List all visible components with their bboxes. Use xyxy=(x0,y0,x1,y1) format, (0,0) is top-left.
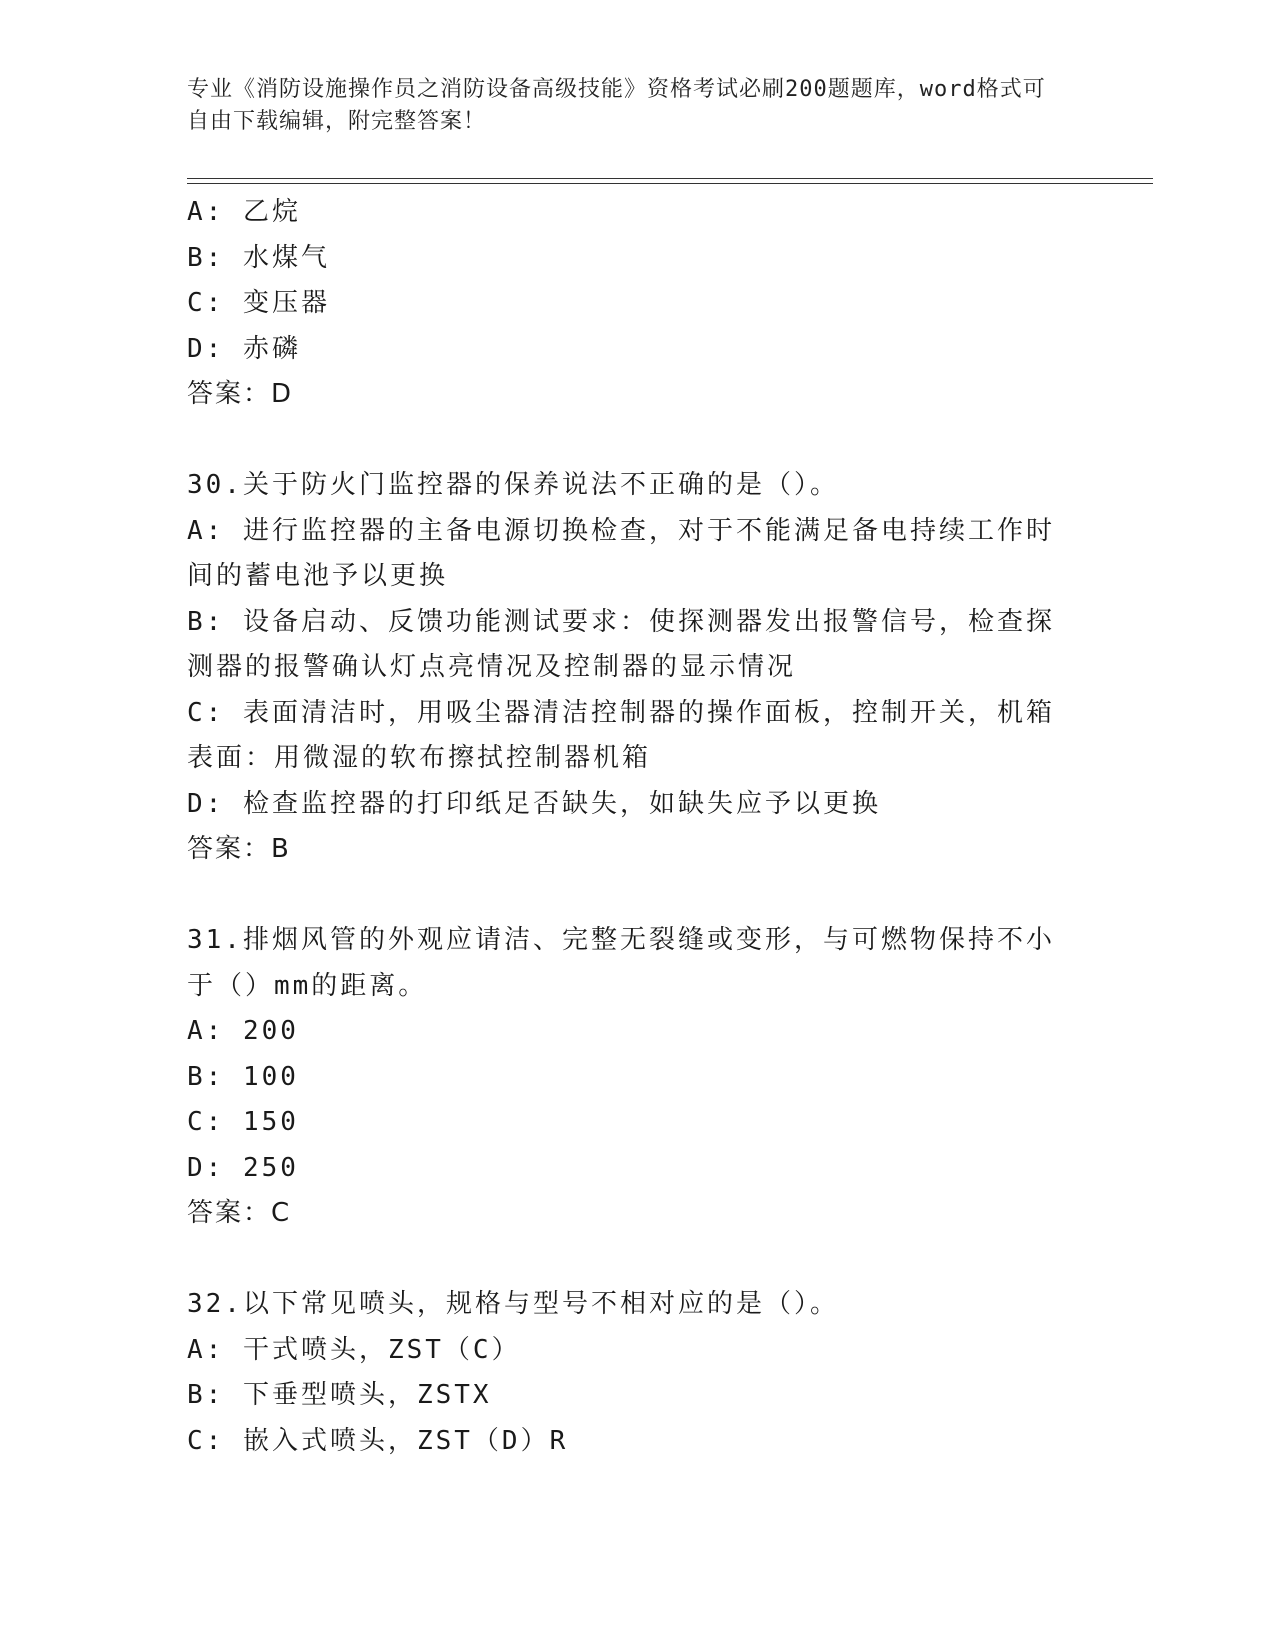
option-d: D: 赤磷 xyxy=(187,333,301,364)
spacer xyxy=(187,1237,1077,1283)
option-b: B: 设备启动、反馈功能测试要求：使探测器发出报警信号，检查探测器的报警确认灯点亮情况及控制器的显示情况 xyxy=(187,606,1055,682)
option-c: C: 150 xyxy=(187,1107,299,1137)
question-stem: 30.关于防火门监控器的保养说法不正确的是（）。 xyxy=(187,470,839,500)
question-block xyxy=(187,463,1077,873)
question-stem: 32.以下常见喷头，规格与型号不相对应的是（）。 xyxy=(187,1289,839,1319)
answer-line: 答案：D xyxy=(187,379,294,409)
option-b: B: 下垂型喷头，ZSTX xyxy=(187,1380,492,1410)
option-b: B: 100 xyxy=(187,1061,299,1092)
option-d: D: 250 xyxy=(187,1152,299,1183)
option-c: C: 表面清洁时，用吸尘器清洁控制器的操作面板，控制开关，机箱表面：用微湿的软布擦拭控制器机箱 xyxy=(187,697,1055,773)
question-block xyxy=(187,1282,1077,1464)
document-header xyxy=(187,74,1067,138)
question-stem: 31.排烟风管的外观应请洁、完整无裂缝或变形，与可燃物保持不小于（）mm的距离。 xyxy=(187,925,1055,1001)
option-c: C: 变压器 xyxy=(187,288,330,318)
spacer xyxy=(187,418,1077,464)
question-list xyxy=(187,190,1077,1464)
spacer xyxy=(187,873,1077,919)
answer-line: 答案：B xyxy=(187,834,291,864)
option-d: D: 检查监控器的打印纸足否缺失，如缺失应予以更换 xyxy=(187,788,881,819)
option-a: A: 200 xyxy=(187,1016,299,1046)
option-b: B: 水煤气 xyxy=(187,242,330,273)
option-a: A: 干式喷头，ZST（C） xyxy=(187,1334,521,1365)
question-block xyxy=(187,190,1077,418)
header-divider-top xyxy=(187,178,1153,179)
document-title: 专业《消防设施操作员之消防设备高级技能》资格考试必刷200题题库，word格式可自由下载编辑，附完整答案！ xyxy=(187,77,1046,134)
header-divider-bottom xyxy=(187,183,1153,184)
answer-line: 答案：C xyxy=(187,1198,292,1228)
option-c: C: 嵌入式喷头，ZST（D）R xyxy=(187,1425,569,1456)
question-block xyxy=(187,918,1077,1237)
option-a: A: 乙烷 xyxy=(187,197,301,227)
option-a: A: 进行监控器的主备电源切换检查，对于不能满足备电持续工作时间的蓄电池予以更换 xyxy=(187,515,1055,591)
